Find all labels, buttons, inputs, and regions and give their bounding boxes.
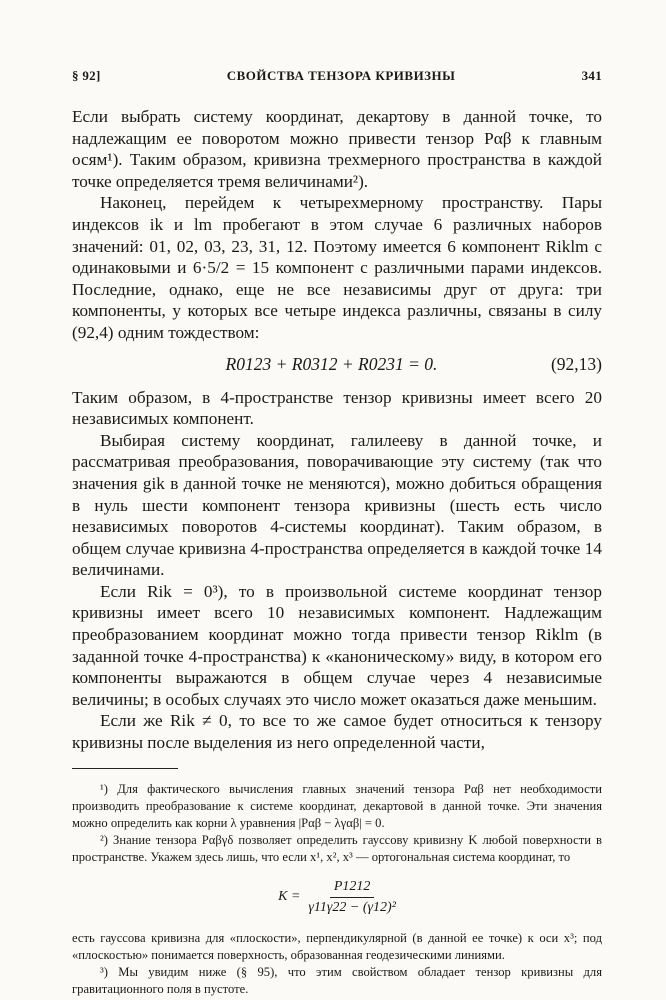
paragraph-6: Если же Rik ≠ 0, то все то же самое будет относиться к тензору кривизны после выделения из него определенной части, bbox=[72, 711, 602, 753]
footnote-2: ²) Знание тензора Pαβγδ позволяет определить гауссову кривизну K любой поверхности в пространстве. Укажем здесь лишь, что если x¹, x², x³ — ортогональная система координат, то bbox=[72, 833, 602, 865]
paragraph-1: Если выбрать систему координат, декартову в данной точке, то надлежащим ее поворотом можно привести тензор Pαβ к главным осям¹). Таким образом, кривизна трехмерного пространства в каждой точке определяется тремя величинами²). bbox=[72, 107, 602, 191]
footnote-2-equation bbox=[72, 879, 602, 916]
equation-92-13 bbox=[72, 354, 602, 375]
equation-body: R0123 + R0312 + R0231 = 0. bbox=[225, 353, 438, 374]
book-page bbox=[72, 68, 602, 998]
paragraph-3: Таким образом, в 4-пространстве тензор кривизны имеет всего 20 независимых компонент. bbox=[72, 387, 602, 429]
running-header bbox=[72, 68, 602, 84]
gauss-curvature-fraction bbox=[308, 879, 395, 916]
paragraph-2: Наконец, перейдем к четырехмерному пространству. Пары индексов ik и lm пробегают в этом случае 6 различных наборов значений: 01, 02, 03, 23, 31, 12. Поэтому имеется 6 компонент Riklm с одинаковыми и 6·5/2 = 15 компонент с различными парами индексов. Последние, однако, еще не все независимы друг от друга: три компоненты, у которых все четыре индекса различны, связаны в силу (92,4) одним тождеством: bbox=[72, 193, 602, 342]
gauss-curvature-lhs: K = bbox=[278, 889, 301, 905]
footnote-3: ³) Мы увидим ниже (§ 95), что этим свойством обладает тензор кривизны для гравитационного поля в пустоте. bbox=[72, 965, 602, 997]
paragraph-4: Выбирая систему координат, галилееву в данной точке, и рассматривая преобразования, поворачивающие эту систему (так что значения gik в данной точке не меняются), можно добиться обращения в нуль шести компонент тензора кривизны (шесть есть число независимых поворотов 4-системы координат). Таким образом, в общем случае кривизна 4-пространства определяется в каждой точке 14 величинами. bbox=[72, 430, 602, 580]
footnote-1: ¹) Для фактического вычисления главных значений тензора Pαβ нет необходимости производить преобразование к системе координат, декартовой в данной точке. Эти значения можно определить как корни λ уравнения |Pαβ − λγαβ| = 0. bbox=[72, 781, 602, 831]
section-ref: § 92] bbox=[72, 68, 101, 83]
running-title: СВОЙСТВА ТЕНЗОРА КРИВИЗНЫ bbox=[226, 68, 456, 83]
footnote-divider bbox=[72, 768, 178, 769]
equation-number: (92,13) bbox=[550, 353, 602, 374]
footnote-2-continuation: есть гауссова кривизна для «плоскости», перпендикулярной (в данной ее точке) к оси x³; под «плоскостью» понимается поверхность, образованная геодезическими линиями. bbox=[72, 930, 602, 962]
fraction-denominator: γ11γ22 − (γ12)² bbox=[308, 899, 396, 915]
fraction-numerator: P1212 bbox=[330, 879, 375, 898]
page-number: 341 bbox=[581, 68, 602, 83]
paragraph-5: Если Rik = 0³), то в произвольной системе координат тензор кривизны имеет всего 10 независимых компонент. Надлежащим преобразованием координат можно тогда привести тензор Riklm (в заданной точке 4-пространства) к «каноническому» виду, в котором его компоненты выражаются в общем случае через 4 независимые величины; в особых случаях это число может оказаться даже меньшим. bbox=[72, 581, 602, 709]
